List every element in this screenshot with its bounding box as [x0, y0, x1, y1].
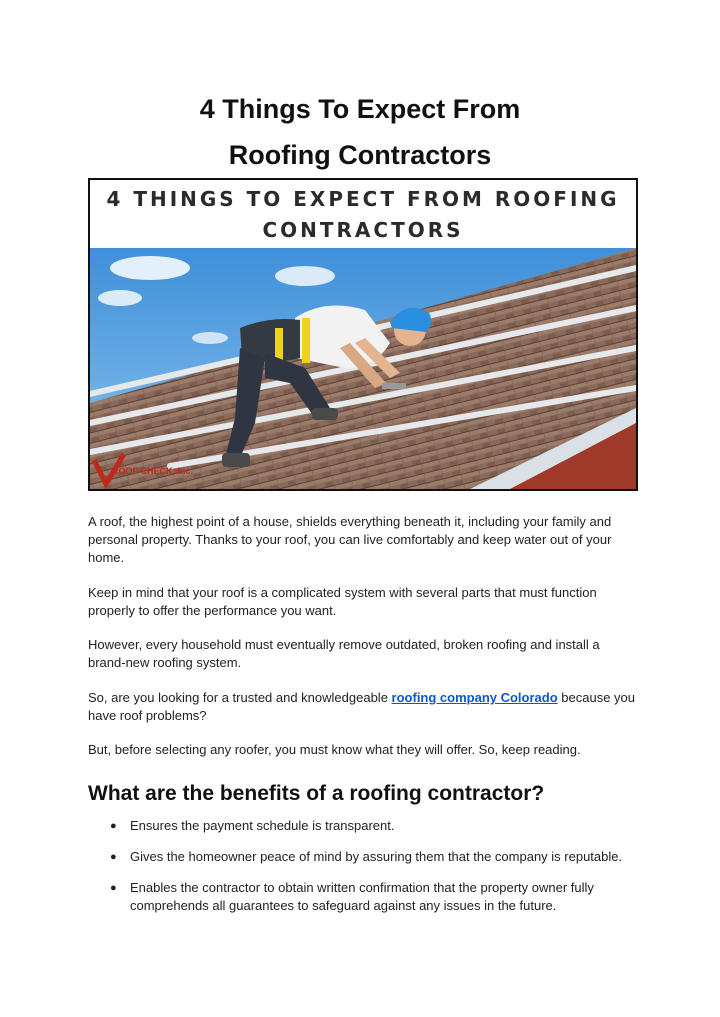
paragraph-5 — [88, 741, 638, 759]
bullet-icon: ● — [110, 882, 117, 894]
paragraph-2-text: Keep in mind that your roof is a complicated system with several parts that must function properly to offer the performance you want. — [88, 585, 597, 618]
section-heading: What are the benefits of a roofing contractor? — [88, 782, 545, 805]
featured-image-heading — [90, 180, 636, 248]
paragraph-4 — [88, 689, 638, 725]
paragraph-4-after: because you have roof problems? — [88, 690, 636, 723]
featured-image-heading-line-2: CONTRACTORS — [262, 218, 464, 242]
roofing-company-colorado-link[interactable]: roofing company Colorado — [391, 690, 558, 705]
page-title-line-2: Roofing Contractors — [228, 140, 492, 170]
list-item-text: Enables the contractor to obtain written confirmation that the property owner fully comprehends all guarantees to safeguard against any issues in the future. — [130, 880, 594, 913]
featured-image — [88, 178, 638, 491]
list-item-text: Gives the homeowner peace of mind by assuring them that the company is reputable. — [130, 849, 623, 864]
paragraph-3-text: However, every household must eventually remove outdated, broken roofing and install a brand-new roofing system. — [88, 637, 600, 670]
paragraph-4-before: So, are you looking for a trusted and knowledgeable — [88, 690, 392, 705]
paragraph-2 — [88, 584, 638, 620]
roof-check-logo-text: ROOF CHECK, Inc. — [112, 466, 194, 476]
list-item — [88, 879, 638, 915]
list-item-text: Ensures the payment schedule is transparent. — [130, 818, 395, 833]
paragraph-1 — [88, 513, 638, 567]
paragraph-1-text: A roof, the highest point of a house, shields everything beneath it, including your family and personal property. Thanks to your roof, you can live comfortably and keep water out of your home. — [88, 514, 612, 565]
bullet-icon: ● — [110, 820, 117, 832]
list-item — [88, 848, 638, 866]
page-title — [0, 86, 720, 178]
featured-image-heading-line-1: 4 THINGS TO EXPECT FROM ROOFING — [106, 187, 620, 211]
benefits-list — [88, 817, 638, 928]
paragraph-3 — [88, 636, 638, 672]
bullet-icon: ● — [110, 851, 117, 863]
roofer-photo — [90, 248, 636, 489]
list-item — [88, 817, 638, 835]
paragraph-5-text: But, before selecting any roofer, you must know what they will offer. So, keep reading. — [88, 742, 581, 757]
paragraph-4-text — [88, 689, 638, 725]
page-title-line-1: 4 Things To Expect From — [199, 94, 521, 124]
